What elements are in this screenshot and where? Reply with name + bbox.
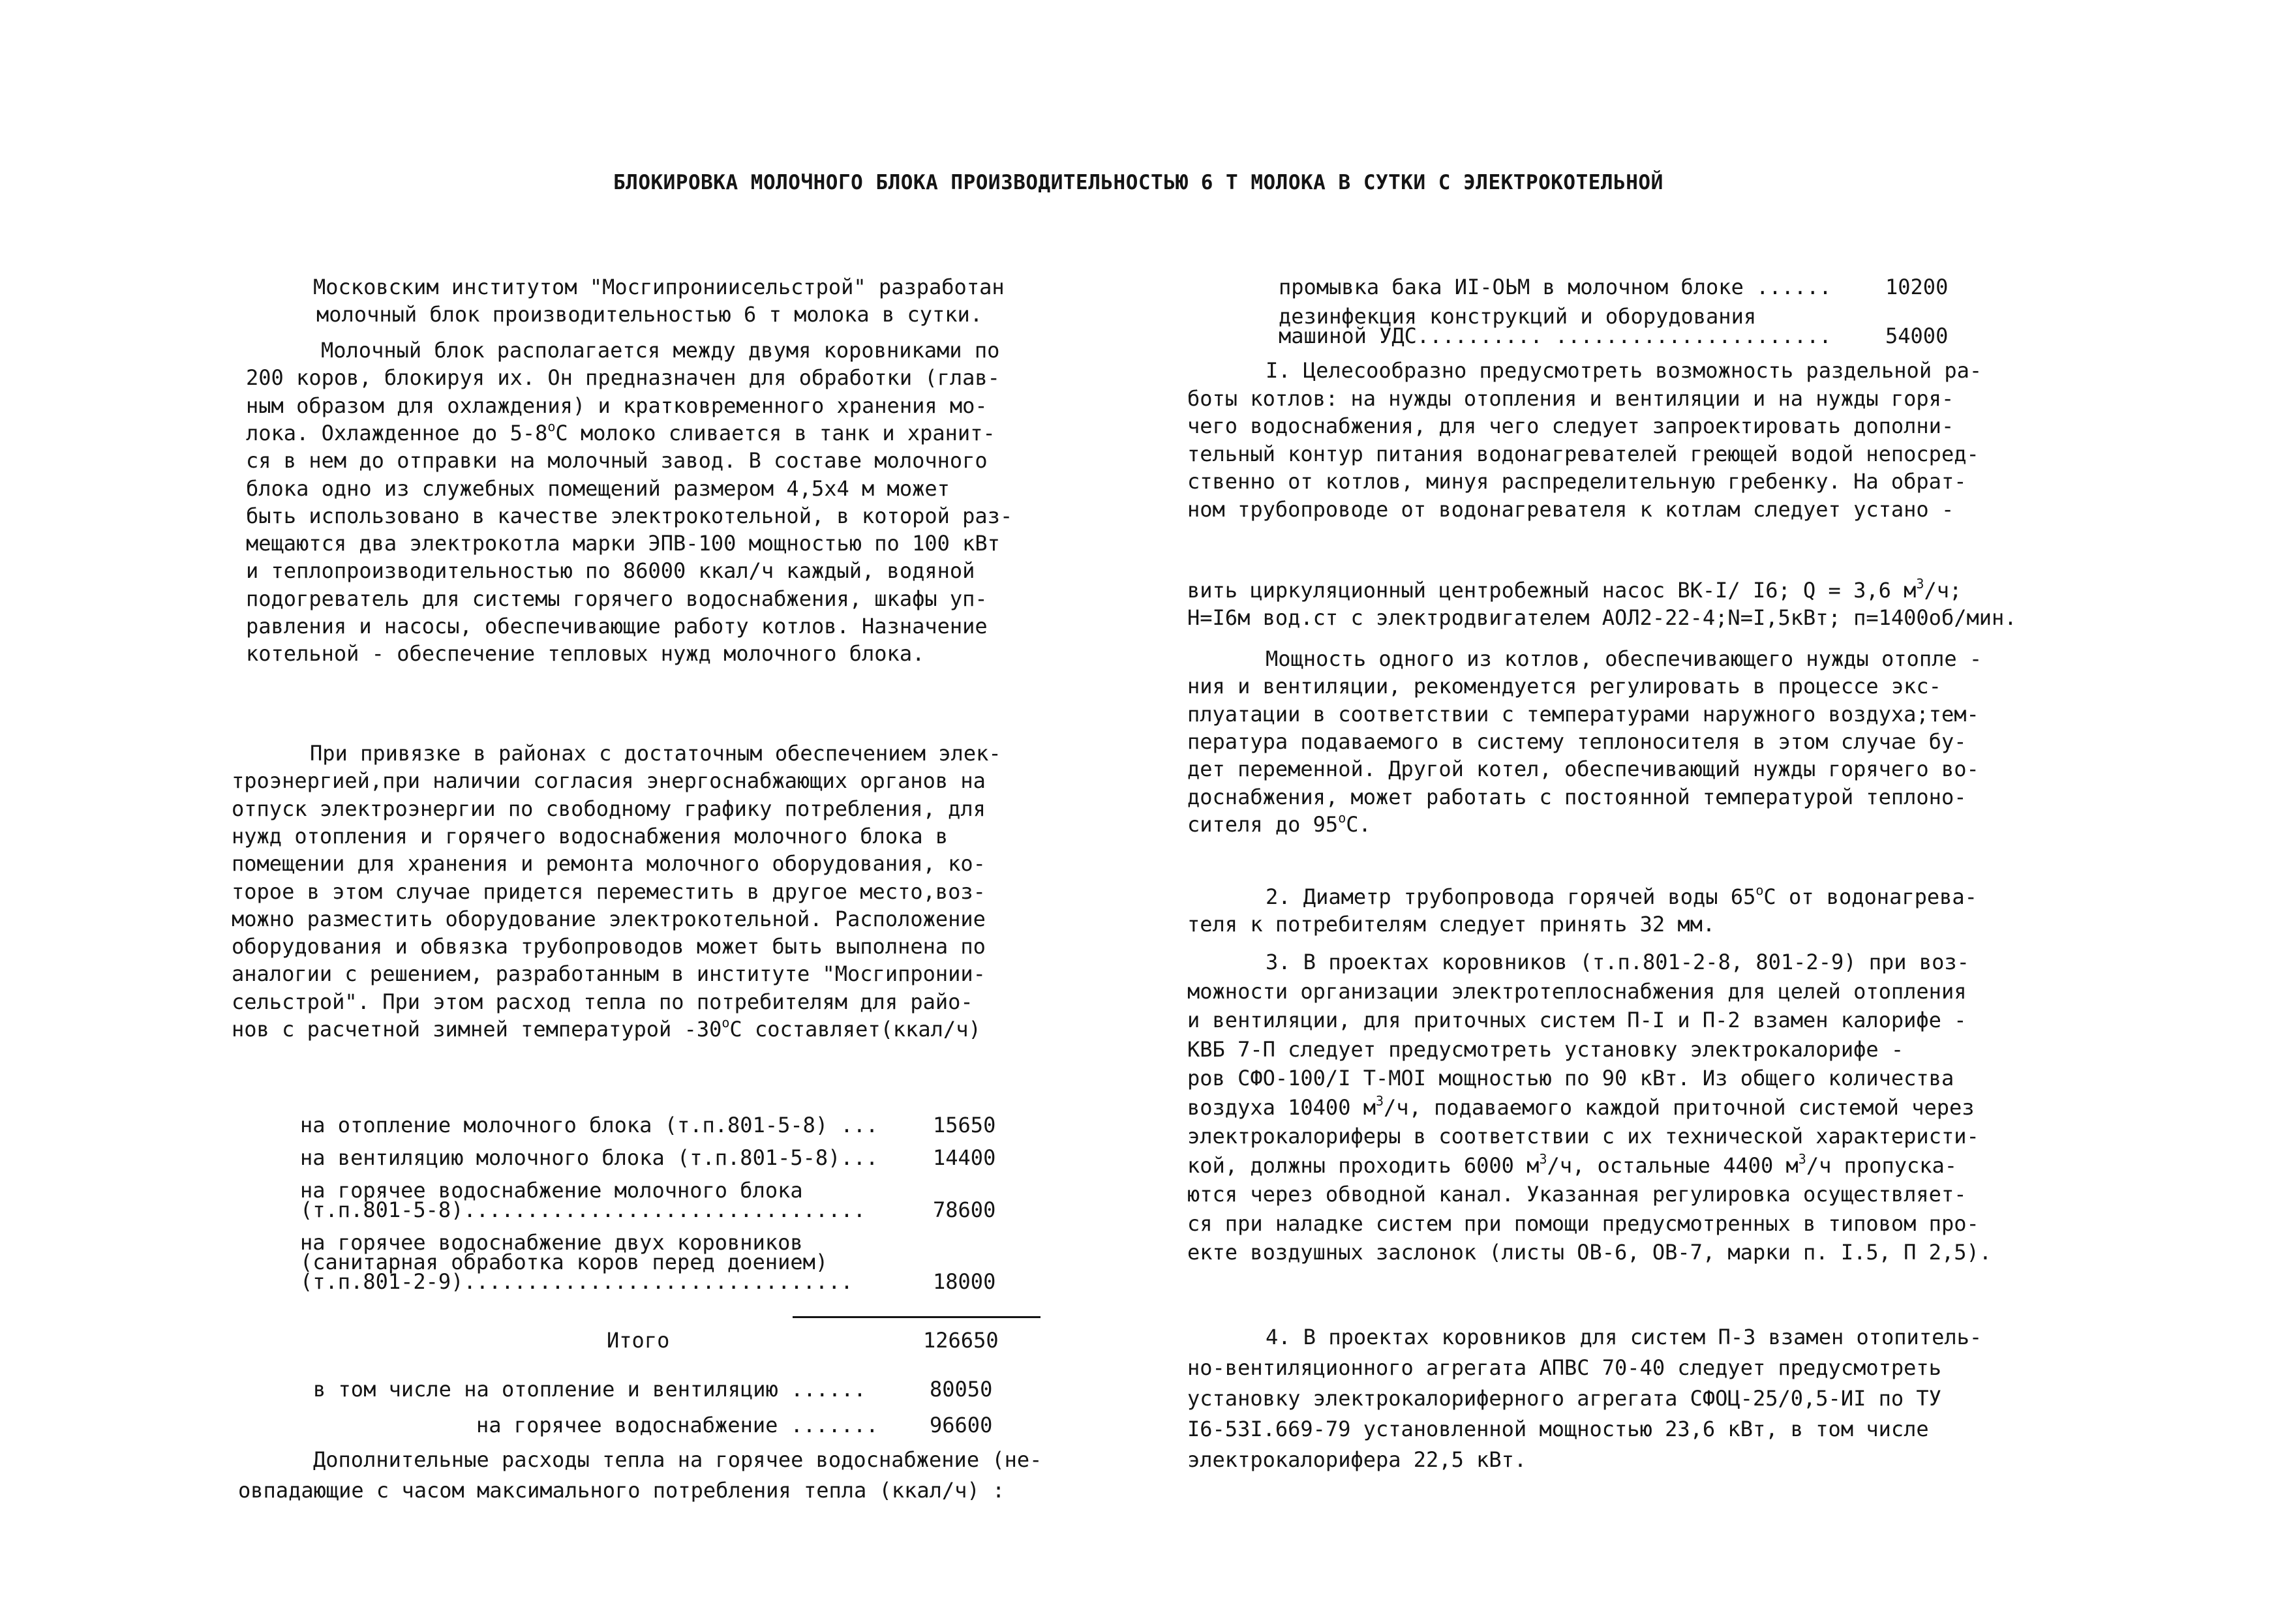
paragraph-line: Мощность одного из котлов, обеспечивающего нужды отопле - bbox=[1266, 646, 1982, 671]
paragraph-line: лока. Охлажденное до 5-8$^o$С молоко сливается в танк и хранит- bbox=[246, 418, 995, 445]
paragraph-line: но-вентиляционного агрегата АПВС 70-40 следует предусмотреть bbox=[1187, 1355, 1941, 1380]
paragraph-line: плуатации в соответствии с температурами наружного воздуха;тем- bbox=[1187, 701, 1979, 727]
paragraph-line: пература подаваемого в систему теплоносителя в этом случае бу- bbox=[1187, 729, 1967, 754]
paragraph-line: блока одно из служебных помещений размером 4,5х4 м может bbox=[246, 475, 950, 501]
paragraph-line: нов с расчетной зимней температурой -30$^o$С составляет(ккал/ч) bbox=[232, 1015, 981, 1042]
paragraph-line: боты котлов: на нужды отопления и вентиляции и на нужды горя- bbox=[1187, 385, 1954, 411]
document-title: БЛОКИРОВКА МОЛОЧНОГО БЛОКА ПРОИЗВОДИТЕЛЬНОСТЬЮ 6 Т МОЛОКА В СУТКИ С ЭЛЕКТРОКОТЕЛЬНОЙ bbox=[613, 171, 1663, 194]
table-row-label: на отопление молочного блока (т.п.801-5-8) ... bbox=[300, 1113, 879, 1137]
paragraph-line: сителя до 95$^o$С. bbox=[1187, 809, 1371, 837]
subtotal-heating-label: в том числе на отопление и вентиляцию ...... bbox=[313, 1377, 866, 1402]
subtotal-water-label: на горячее водоснабжение ....... bbox=[476, 1413, 879, 1437]
paragraph-line: ном трубопроводе от водонагревателя к котлам следует устано - bbox=[1187, 496, 1954, 522]
paragraph-line: отпуск электроэнергии по свободному графику потребления, для bbox=[232, 796, 986, 821]
paragraph-line: I. Целесообразно предусмотреть возможность раздельной ра- bbox=[1266, 358, 1982, 383]
paragraph-line: ся в нем до отправки на молочный завод. В составе молочного bbox=[246, 448, 988, 474]
paragraph-line: помещении для хранения и ремонта молочного оборудования, ко- bbox=[232, 851, 986, 877]
paragraph-line: сельстрой". При этом расход тепла по потребителям для райо- bbox=[232, 989, 973, 1014]
paragraph-line: ственно от котлов, минуя распределительную гребенку. На обрат- bbox=[1187, 469, 1967, 494]
paragraph-line: равления и насосы, обеспечивающие работу котлов. Назначение bbox=[246, 614, 988, 639]
paragraph-line: троэнергией,при наличии согласия энергоснабжающих органов на bbox=[232, 768, 986, 794]
total-value: 126650 bbox=[923, 1328, 999, 1353]
extra-row-value: 54000 bbox=[1885, 323, 1949, 348]
paragraph-line: I6-53I.669-79 установленной мощностью 23,6 кВт, в том числе bbox=[1187, 1417, 1929, 1441]
paragraph-line: КВБ 7-П следует предусмотреть установку электрокалорифе - bbox=[1187, 1036, 1904, 1062]
table-row-label: (санитарная обработка коров перед доением) bbox=[300, 1250, 828, 1274]
paragraph-line: При привязке в районах с достаточным обеспечением элек- bbox=[310, 741, 1001, 766]
paragraph-line: молочный блок производительностью 6 т молока в сутки. bbox=[316, 302, 983, 327]
paragraph-line: быть использовано в качестве электрокотельной, в которой раз- bbox=[246, 503, 1013, 528]
paragraph-line: можно разместить оборудование электрокотельной. Расположение bbox=[232, 906, 986, 931]
paragraph-line: и теплопроизводительностью по 86000 ккал/ч каждый, водяной bbox=[246, 558, 975, 584]
paragraph-line: чего водоснабжения, для чего следует запроектировать дополни- bbox=[1187, 414, 1954, 438]
subtotal-heating-value: 80050 bbox=[930, 1377, 993, 1402]
paragraph-line: ным образом для охлаждения) и кратковременного хранения мо- bbox=[246, 393, 988, 418]
extra-row-label: дезинфекция конструкций и оборудования bbox=[1279, 304, 1757, 329]
extra-row-label: машиной УДС.......... ...................... bbox=[1279, 323, 1832, 348]
paragraph-line: Московским институтом "Мосгипрониисельстрой" разработан bbox=[313, 275, 1005, 299]
table-row-label: (т.п.801-2-9)............................... bbox=[300, 1269, 853, 1294]
paragraph-line: доснабжения, может работать с постоянной температурой теплоно- bbox=[1187, 784, 1967, 809]
paragraph-line: можности организации электротеплоснабжения для целей отопления bbox=[1187, 978, 1967, 1004]
total-label: Итого bbox=[607, 1328, 670, 1353]
paragraph-line: тельный контур питания водонагревателей греющей водой непосред- bbox=[1187, 441, 1979, 466]
table-row-label: на горячее водоснабжение молочного блока bbox=[300, 1178, 803, 1203]
paragraph-line: кой, должны проходить 6000 $м^3/ч$, остальные 4400 $м^3/ч$ пропуска- bbox=[1187, 1150, 1958, 1178]
table-row-label: на горячее водоснабжение двух коровников bbox=[300, 1230, 803, 1255]
paragraph-line: 2. Диаметр трубопровода горячей воды 65$^o$С от водонагрева- bbox=[1266, 882, 1977, 909]
paragraph-line: теля к потребителям следует принять 32 мм. bbox=[1187, 912, 1716, 937]
paragraph-line: котельной - обеспечение тепловых нужд молочного блока. bbox=[246, 641, 925, 667]
paragraph-line: установку электрокалориферного агрегата СФОЦ-25/0,5-ИI по ТУ bbox=[1187, 1386, 1941, 1411]
table-row-value: 78600 bbox=[933, 1197, 996, 1222]
table-row-label: на вентиляцию молочного блока (т.п.801-5-8)... bbox=[300, 1145, 879, 1170]
extra-row-value: 10200 bbox=[1885, 275, 1949, 299]
paragraph-line: оборудования и обвязка трубопроводов может быть выполнена по bbox=[232, 934, 986, 959]
paragraph-line: 4. В проектах коровников для систем П-3 взамен отопитель- bbox=[1266, 1325, 1982, 1349]
paragraph-line: екте воздушных заслонок (листы ОВ-6, ОВ-7, марки п. I.5, П 2,5). bbox=[1187, 1240, 1992, 1265]
paragraph-line: аналогии с решением, разработанным в институте "Мосгипронии- bbox=[232, 961, 986, 987]
paragraph-line: 3. В проектах коровников (т.п.801-2-8, 801-2-9) при воз- bbox=[1266, 950, 1969, 974]
paragraph-line: дет переменной. Другой котел, обеспечивающий нужды горячего во- bbox=[1187, 757, 1979, 782]
paragraph-line: и вентиляции, для приточных систем П-I и П-2 взамен калорифе - bbox=[1187, 1008, 1967, 1032]
paragraph-line: электрокалориферы в соответствии с их технической характеристи- bbox=[1187, 1124, 1979, 1149]
paragraph-line: ся при наладке систем при помощи предусмотренных в типовом про- bbox=[1187, 1210, 1979, 1236]
paragraph-line: ются через обводной канал. Указанная регулировка осуществляет- bbox=[1187, 1182, 1967, 1207]
paragraph-line: электрокалорифера 22,5 кВт. bbox=[1187, 1447, 1527, 1472]
table-row-value: 15650 bbox=[933, 1113, 996, 1137]
table-row-label: (т.п.801-5-8)................................ bbox=[300, 1197, 866, 1222]
paragraph-line: воздуха 10400 $м^3/ч$, подаваемого каждой приточной системой через bbox=[1187, 1092, 1975, 1120]
total-underline bbox=[793, 1316, 1040, 1318]
paragraph-line: овпадающие с часом максимального потребления тепла (ккал/ч) : bbox=[238, 1478, 1005, 1503]
paragraph-line: Дополнительные расходы тепла на горячее водоснабжение (не- bbox=[313, 1447, 1042, 1472]
paragraph-line: ния и вентиляции, рекомендуется регулировать в процессе экс- bbox=[1187, 674, 1941, 699]
subtotal-water-value: 96600 bbox=[930, 1413, 993, 1437]
paragraph-line: подогреватель для системы горячего водоснабжения, шкафы уп- bbox=[246, 586, 988, 611]
extra-row-label: промывка бака ИI-ОЬМ в молочном блоке ...... bbox=[1279, 275, 1832, 299]
paragraph-line: Н=I6м вод.ст с электродвигателем АОЛ2-22-4;N=I,5кВт; п=1400об/мин. bbox=[1187, 605, 2017, 630]
paragraph-line: Молочный блок располагается между двумя коровниками по bbox=[321, 338, 1000, 363]
paragraph-line: мещаются два электрокотла марки ЭПВ-100 мощностью по 100 кВт bbox=[246, 531, 1000, 556]
paragraph-line: нужд отопления и горячего водоснабжения молочного блока в bbox=[232, 823, 949, 849]
paragraph-line: торое в этом случае придется переместить в другое место,воз- bbox=[232, 879, 986, 904]
paragraph-line: вить циркуляционный центробежный насос ВК-I/ I6; Q = 3,6 $м^3/ч$; bbox=[1187, 576, 1962, 603]
table-row-value: 14400 bbox=[933, 1145, 996, 1170]
table-row-value: 18000 bbox=[933, 1269, 996, 1294]
paragraph-line: ров СФО-100/I Т-МОI мощностью по 90 кВт. Из общего количества bbox=[1187, 1066, 1954, 1090]
paragraph-line: 200 коров, блокируя их. Он предназначен для обработки (глав- bbox=[246, 365, 1000, 391]
